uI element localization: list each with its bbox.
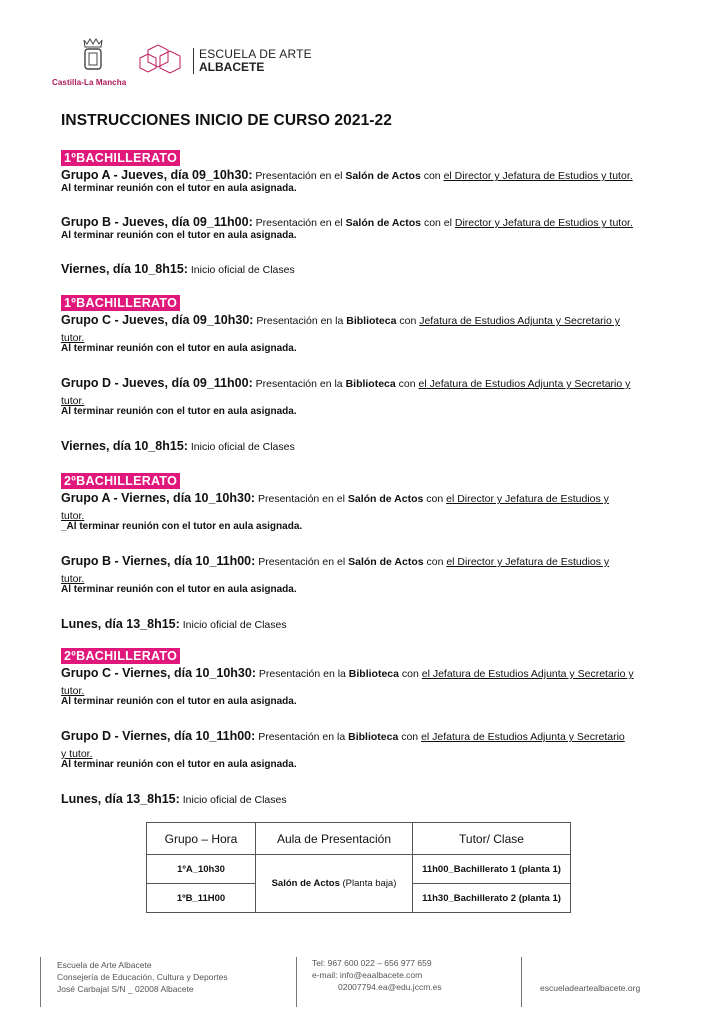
group-line	[61, 727, 625, 745]
group-text: con	[398, 668, 422, 680]
group-text: Presentación en el	[255, 556, 349, 568]
table-row	[147, 855, 571, 884]
table-header-row	[147, 823, 571, 855]
group-heading: Grupo C - Viernes, día 10_10h30:	[61, 666, 256, 680]
start-line	[61, 615, 287, 633]
group-heading: Grupo B - Jueves, día 09_11h00:	[61, 215, 253, 229]
group-attendees-cont: tutor.	[61, 395, 85, 407]
footer-line: Consejería de Educación, Cultura y Deportes	[57, 972, 228, 982]
aula-name: Salón de Actos	[271, 878, 340, 889]
group-place: Biblioteca	[348, 668, 399, 680]
group-place: Salón de Actos	[348, 556, 424, 568]
footer-line: José Carbajal S/N _ 02008 Albacete	[57, 984, 194, 994]
group-line	[61, 489, 609, 507]
table-header-aula: Aula de Presentación	[256, 823, 413, 855]
escuela-name: ESCUELA DE ARTE	[199, 47, 312, 61]
group-heading: Grupo B - Viernes, día 10_11h00:	[61, 554, 256, 568]
group-line	[61, 664, 634, 682]
group-note: Al terminar reunión con el tutor en aula asignada.	[61, 759, 297, 770]
group-text: Presentación en la	[252, 378, 346, 390]
group-heading: Grupo A - Jueves, día 09_10h30:	[61, 168, 253, 182]
group-attendees-cont: y tutor.	[61, 748, 93, 760]
group-text: con	[395, 378, 419, 390]
start-text: Inicio oficial de Clases	[187, 441, 295, 453]
group-heading: Grupo C - Jueves, día 09_10h30:	[61, 313, 254, 327]
page-title: INSTRUCCIONES INICIO DE CURSO 2021-22	[61, 112, 392, 129]
group-text: con	[423, 556, 447, 568]
start-text: Inicio oficial de Clases	[187, 264, 295, 276]
table-cell-grupo: 1ºB_11H00	[147, 884, 256, 913]
group-attendees: el Director y Jefatura de Estudios y	[446, 493, 609, 505]
group-attendees: el Director y Jefatura de Estudios y	[446, 556, 610, 568]
start-line	[61, 437, 295, 455]
castilla-la-mancha-logo	[52, 38, 142, 87]
group-heading: Grupo A - Viernes, día 10_10h30:	[61, 491, 256, 505]
footer-divider	[40, 957, 41, 1007]
group-text: con el	[421, 217, 455, 229]
footer-line: e-mail: info@eaalbacete.com	[312, 970, 423, 980]
group-note: Al terminar reunión con el tutor en aula asignada.	[61, 183, 297, 194]
group-text: con	[423, 493, 447, 505]
start-heading: Lunes, día 13_8h15:	[61, 617, 180, 631]
footer-divider	[521, 957, 522, 1007]
footer-web: escueladeartealbacete.org	[540, 983, 641, 993]
group-place: Biblioteca	[348, 731, 399, 743]
group-attendees: Director y Jefatura de Estudios y tutor.	[454, 217, 633, 229]
group-place: Biblioteca	[345, 378, 396, 390]
section-badge: 2ºBACHILLERATO	[61, 473, 180, 489]
group-note: _Al terminar reunión con el tutor en aula asignada.	[61, 521, 303, 532]
clm-name: Castilla-La Mancha	[52, 78, 127, 87]
table-cell-grupo: 1ºA_10h30	[147, 855, 256, 884]
group-text: Presentación en la	[255, 731, 349, 743]
group-text: Presentación en el	[252, 170, 346, 182]
start-heading: Viernes, día 10_8h15:	[61, 439, 188, 453]
group-heading: Grupo D - Jueves, día 09_11h00:	[61, 376, 253, 390]
group-note: Al terminar reunión con el tutor en aula asignada.	[61, 696, 297, 707]
group-text: con	[420, 170, 444, 182]
escuela-city: ALBACETE	[199, 60, 265, 74]
section-badge: 2ºBACHILLERATO	[61, 648, 180, 664]
group-line	[61, 311, 620, 329]
group-note: Al terminar reunión con el tutor en aula asignada.	[61, 230, 297, 241]
group-text: Presentación en la	[255, 668, 349, 680]
group-attendees-cont: tutor.	[61, 332, 85, 344]
escuela-arte-logo	[138, 44, 312, 78]
start-text: Inicio oficial de Clases	[179, 794, 287, 806]
start-text: Inicio oficial de Clases	[179, 619, 287, 631]
group-place: Salón de Actos	[347, 493, 424, 505]
table-header-grupo: Grupo – Hora	[147, 823, 256, 855]
group-place: Biblioteca	[346, 315, 397, 327]
group-line	[61, 552, 609, 570]
start-line	[61, 260, 295, 278]
table-header-tutor: Tutor/ Clase	[413, 823, 571, 855]
footer-address	[57, 959, 228, 995]
group-attendees: el Jefatura de Estudios Adjunta y Secretario	[421, 731, 625, 743]
group-attendees-cont: tutor.	[61, 573, 85, 585]
footer-contact	[312, 957, 442, 993]
group-line	[61, 374, 630, 392]
aula-floor: (Planta baja)	[339, 878, 397, 889]
footer-divider	[296, 957, 297, 1007]
schedule-table	[146, 822, 571, 913]
group-attendees-cont: tutor.	[61, 685, 85, 697]
group-text: Presentación en el	[252, 217, 346, 229]
group-text: con	[398, 731, 422, 743]
group-attendees: Jefatura de Estudios Adjunta y Secretario y	[419, 315, 621, 327]
group-attendees: el Jefatura de Estudios Adjunta y Secretario y	[421, 668, 634, 680]
start-line	[61, 790, 287, 808]
group-text: Presentación en la	[253, 315, 347, 327]
group-note: Al terminar reunión con el tutor en aula asignada.	[61, 584, 297, 595]
table-cell-tutor: 11h00_Bachillerato 1 (planta 1)	[413, 855, 571, 884]
group-place: Salón de Actos	[345, 217, 422, 229]
group-line	[61, 166, 633, 184]
group-attendees: el Jefatura de Estudios Adjunta y Secretario y	[418, 378, 631, 390]
start-heading: Lunes, día 13_8h15:	[61, 792, 180, 806]
group-text: con	[396, 315, 420, 327]
table-cell-tutor: 11h30_Bachillerato 2 (planta 1)	[413, 884, 571, 913]
group-place: Salón de Actos	[345, 170, 421, 182]
hexagon-logo-icon	[138, 44, 190, 78]
footer-line: 02007794.ea@edu.jccm.es	[338, 982, 442, 992]
group-heading: Grupo D - Viernes, día 10_11h00:	[61, 729, 256, 743]
footer-line: Tel: 967 600 022 – 656 977 659	[312, 958, 432, 968]
section-badge: 1ºBACHILLERATO	[61, 295, 180, 311]
group-attendees: el Director y Jefatura de Estudios y tutor.	[443, 170, 633, 182]
group-note: Al terminar reunión con el tutor en aula asignada.	[61, 406, 297, 417]
group-attendees-cont: tutor.	[61, 510, 85, 522]
group-line	[61, 213, 633, 231]
start-heading: Viernes, día 10_8h15:	[61, 262, 188, 276]
crest-icon	[78, 38, 108, 72]
table-cell-aula	[256, 855, 413, 913]
footer-line: Escuela de Arte Albacete	[57, 960, 152, 970]
group-text: Presentación en el	[255, 493, 348, 505]
group-note: Al terminar reunión con el tutor en aula asignada.	[61, 343, 297, 354]
section-badge: 1ºBACHILLERATO	[61, 150, 180, 166]
